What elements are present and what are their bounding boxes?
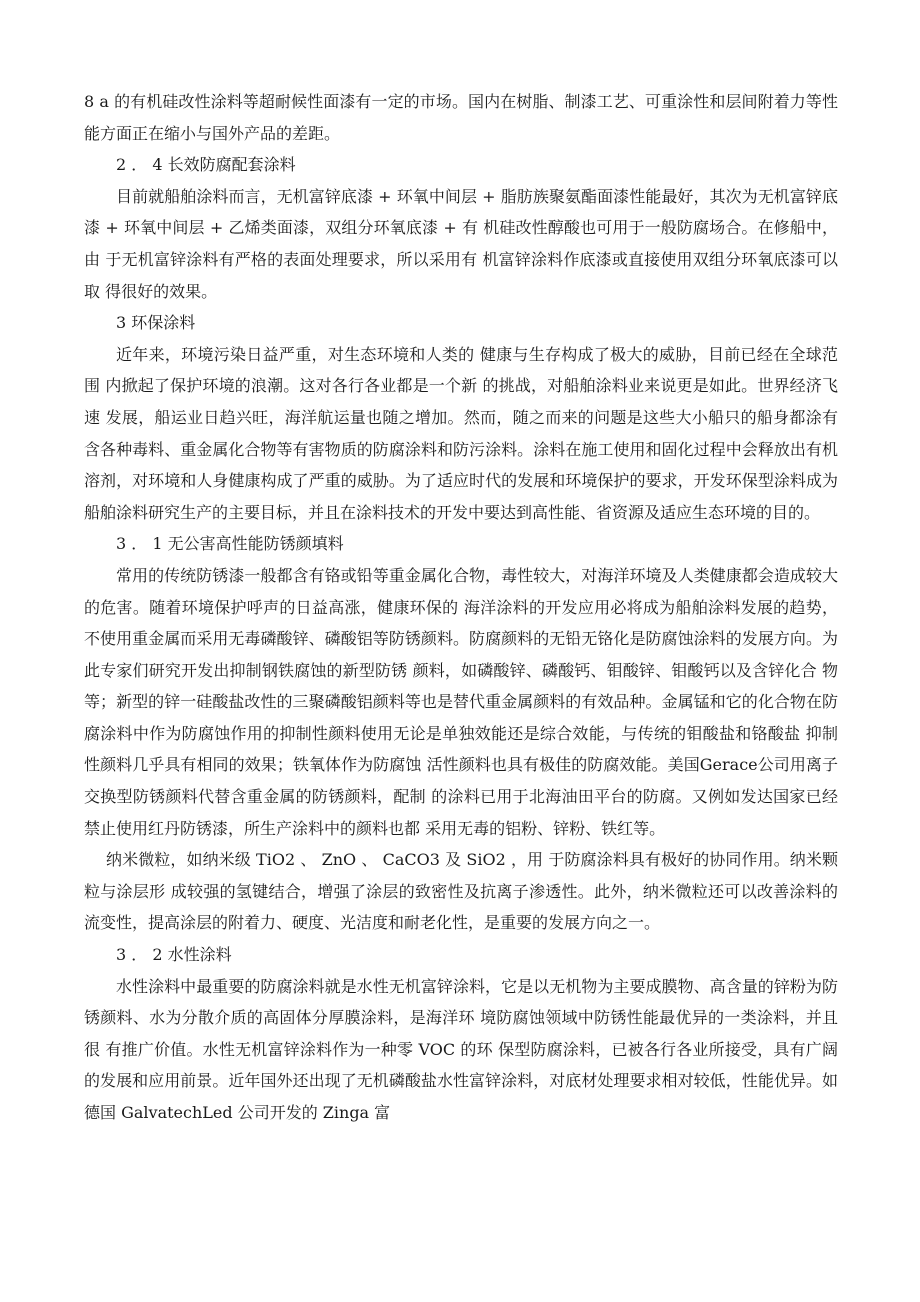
- section-heading-3: 3 环保涂料: [116, 313, 196, 333]
- section-heading-2-4: 2 ． 4 长效防腐配套涂料: [116, 155, 296, 175]
- paragraph-body: 纳米微粒，如纳米级 TiO2 、 ZnO 、 CaCO3 及 SiO2 ，用 于防腐涂料具有极好的协同作用。纳米颗粒与涂层形 成较强的氢键结合，增强了涂层的致密性及抗离子渗透性。此外，纳米微粒还可以改善涂料的流变性，提高涂层的附着力、硬度、光洁度和耐老化性，是重要的发展方向之一。: [84, 850, 838, 933]
- paragraph-body: 水性涂料中最重要的防腐涂料就是水性无机富锌涂料，它是以无机物为主要成膜物、高含量的锌粉为防 锈颜料、水为分散介质的高固体分厚膜涂料，是海洋环 境防腐蚀领域中防锈性能最优异的一类涂料，并且很 有推广价值。水性无机富锌涂料作为一种零 VOC 的环 保型防腐涂料，已被各行各业所接受，具有广阔的发展和应用前景。近年国外还出现了无机磷酸盐水性富锌涂料，对底材处理要求相对较低，性能优异。如德国 GalvatechLed 公司开发的 Zinga 富: [84, 976, 838, 1122]
- paragraph-body: 目前就船舶涂料而言，无机富锌底漆 + 环氧中间层 + 脂肪族聚氨酯面漆性能最好，其次为无机富锌底漆 + 环氧中间层 + 乙烯类面漆，双组分环氧底漆 + 有 机硅改性醇酸也可用于一般防腐场合。在修船中，由 于无机富锌涂料有严格的表面处理要求，所以采用有 机富锌涂料作底漆或直接使用双组分环氧底漆可以取 得很好的效果。: [84, 186, 838, 301]
- section-heading-3-1: 3 ． 1 无公害高性能防锈颜填料: [116, 534, 344, 554]
- document-page: [84, 86, 838, 1129]
- paragraph-body: 近年来，环境污染日益严重，对生态环境和人类的 健康与生存构成了极大的威胁，目前已经在全球范围 内掀起了保护环境的浪潮。这对各行各业都是一个新 的挑战，对船舶涂料业来说更是如此。世界经济飞速 发展，船运业日趋兴旺，海洋航运量也随之增加。然而，随之而来的问题是这些大小船只的船身都涂有含各种毒料、重金属化合物等有害物质的防腐涂料和防污涂料。涂料在施工使用和固化过程中会释放出有机溶剂，对环境和人身健康构成了严重的威胁。为了适应时代的发展和环境保护的要求，开发环保型涂料成为船舶涂料研究生产的主要目标，并且在涂料技术的开发中要达到高性能、省资源及适应生态环境的目的。: [84, 344, 838, 522]
- section-heading-3-2: 3 ． 2 水性涂料: [116, 945, 232, 965]
- paragraph-continued: 8 a 的有机硅改性涂料等超耐候性面漆有一定的市场。国内在树脂、制漆工艺、可重涂性和层间附着力等性能方面正在缩小与国外产品的差距。: [84, 92, 838, 143]
- paragraph-body: 常用的传统防锈漆一般都含有铬或铅等重金属化合物，毒性较大，对海洋环境及人类健康都会造成较大的危害。随着环境保护呼声的日益高涨，健康环保的 海洋涂料的开发应用必将成为船舶涂料发展的趋势，不使用重金属而采用无毒磷酸锌、磷酸铝等防锈颜料。防腐颜料的无铅无铬化是防腐蚀涂料的发展方向。为此专家们研究开发出抑制钢铁腐蚀的新型防锈 颜料，如磷酸锌、磷酸钙、钼酸锌、钼酸钙以及含锌化合 物等；新型的锌一硅酸盐改性的三聚磷酸铝颜料等也是替代重金属颜料的有效品种。金属锰和它的化合物在防腐涂料中作为防腐蚀作用的抑制性颜料使用无论是单独效能还是综合效能，与传统的钼酸盐和铬酸盐 抑制性颜料几乎具有相同的效果；铁氧体作为防腐蚀 活性颜料也具有极佳的防腐效能。美国Gerace公司用离子交换型防锈颜料代替含重金属的防锈颜料，配制 的涂料已用于北海油田平台的防腐。又例如发达国家已经禁止使用红丹防锈漆，所生产涂料中的颜料也都 采用无毒的铝粉、锌粉、铁红等。: [84, 565, 838, 838]
